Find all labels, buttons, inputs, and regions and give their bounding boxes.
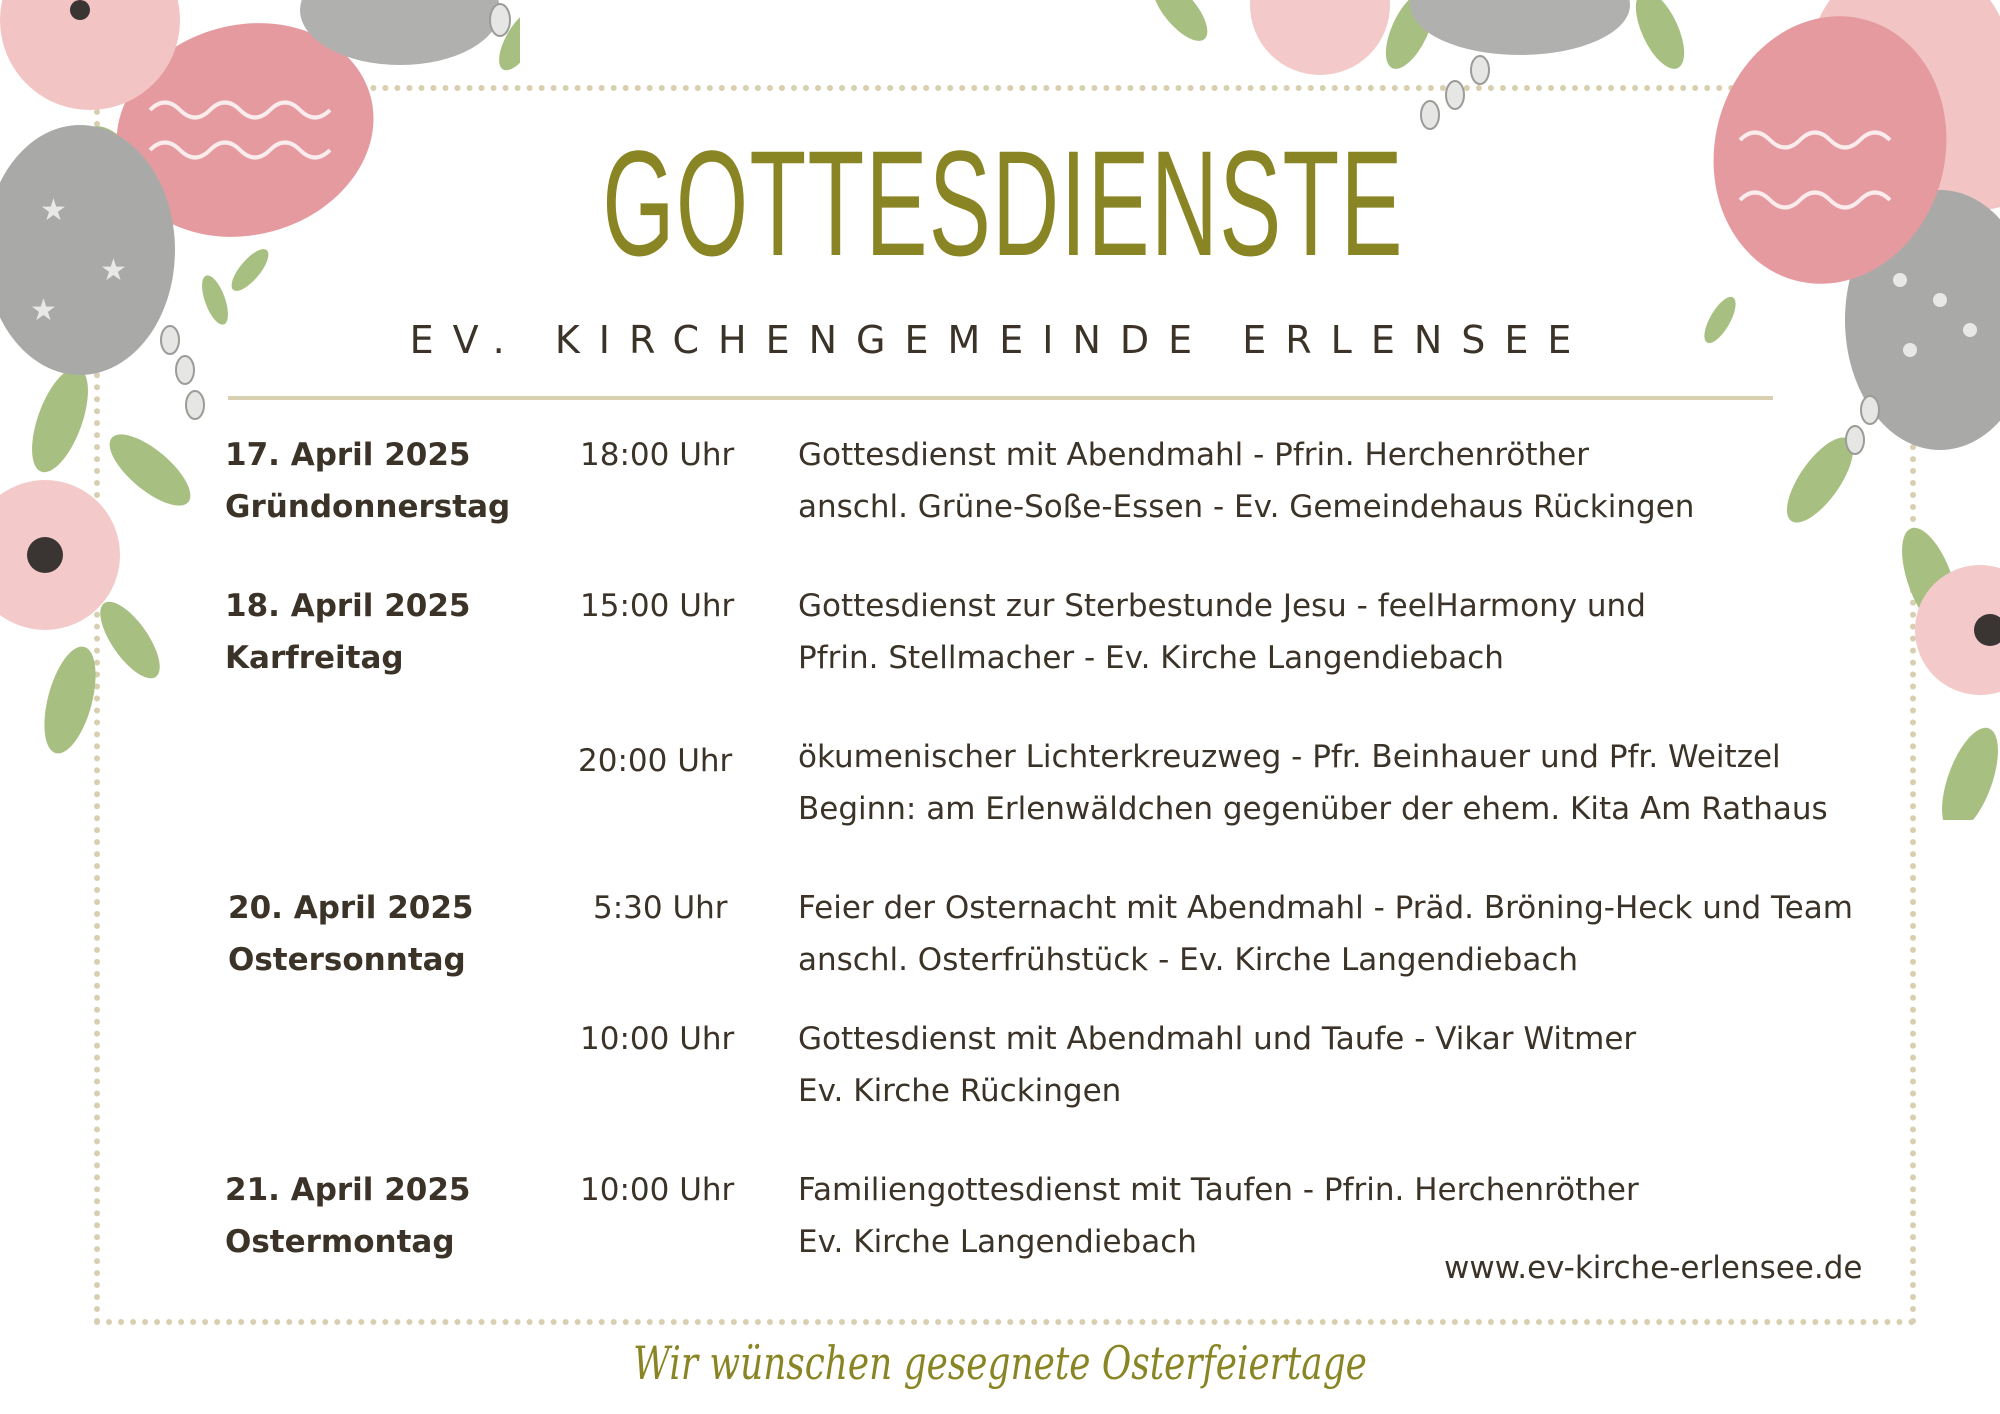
service-line: Gottesdienst mit Abendmahl - Pfrin. Herchenröther <box>798 437 1589 473</box>
service-line: Familiengottesdienst mit Taufen - Pfrin. Herchenröther <box>798 1172 1639 1208</box>
svg-text:★: ★ <box>40 193 67 228</box>
service-day: Ostersonntag <box>228 942 466 978</box>
service-day: Ostermontag <box>225 1224 455 1260</box>
service-line: Gottesdienst mit Abendmahl und Taufe - Vikar Witmer <box>798 1021 1637 1057</box>
service-date: 20. April 2025 <box>228 890 474 926</box>
svg-text:★: ★ <box>100 253 127 288</box>
service-date-cell <box>225 580 471 684</box>
easter-greeting: Wir wünschen gesegnete Osterfeiertage <box>633 1336 1367 1390</box>
service-line: Beginn: am Erlenwäldchen gegenüber der ehem. Kita Am Rathaus <box>798 791 1828 827</box>
service-description <box>798 731 1828 835</box>
service-date-cell <box>225 1164 471 1268</box>
service-line: anschl. Grüne-Soße-Essen - Ev. Gemeindehaus Rückingen <box>798 489 1695 525</box>
service-line: ökumenischer Lichterkreuzweg - Pfr. Beinhauer und Pfr. Weitzel <box>798 739 1781 775</box>
service-date-cell <box>225 429 510 533</box>
service-line: Ev. Kirche Langendiebach <box>798 1224 1197 1260</box>
service-description <box>798 1013 1636 1117</box>
easter-decoration-top-left <box>0 0 520 820</box>
service-time: 20:00 Uhr <box>578 743 733 779</box>
service-description <box>798 429 1694 533</box>
service-day: Karfreitag <box>225 640 404 676</box>
svg-text:★: ★ <box>30 293 57 328</box>
service-line: Gottesdienst zur Sterbestunde Jesu - feelHarmony und <box>798 588 1646 624</box>
service-time: 10:00 Uhr <box>580 1172 735 1208</box>
service-line: Feier der Osternacht mit Abendmahl - Präd. Bröning-Heck und Team <box>798 890 1853 926</box>
congregation-name: EV. KIRCHENGEMEINDE ERLENSEE <box>409 318 1591 362</box>
service-time: 5:30 Uhr <box>593 890 728 926</box>
service-date: 21. April 2025 <box>225 1172 471 1208</box>
service-line: Ev. Kirche Rückingen <box>798 1073 1122 1109</box>
service-line: anschl. Osterfrühstück - Ev. Kirche Langendiebach <box>798 942 1579 978</box>
service-line: Pfrin. Stellmacher - Ev. Kirche Langendiebach <box>798 640 1504 676</box>
service-time: 15:00 Uhr <box>580 588 735 624</box>
divider <box>228 396 1773 400</box>
service-time: 10:00 Uhr <box>580 1021 735 1057</box>
service-day: Gründonnerstag <box>225 489 511 525</box>
service-description <box>798 882 1853 986</box>
service-date: 18. April 2025 <box>225 588 471 624</box>
service-date-cell <box>228 882 474 986</box>
service-date: 17. April 2025 <box>225 437 471 473</box>
service-description <box>798 580 1646 684</box>
service-time: 18:00 Uhr <box>580 437 735 473</box>
website-link[interactable]: www.ev-kirche-erlensee.de <box>1444 1250 1863 1286</box>
page-title: GOTTESDIENSTE <box>602 119 1404 287</box>
